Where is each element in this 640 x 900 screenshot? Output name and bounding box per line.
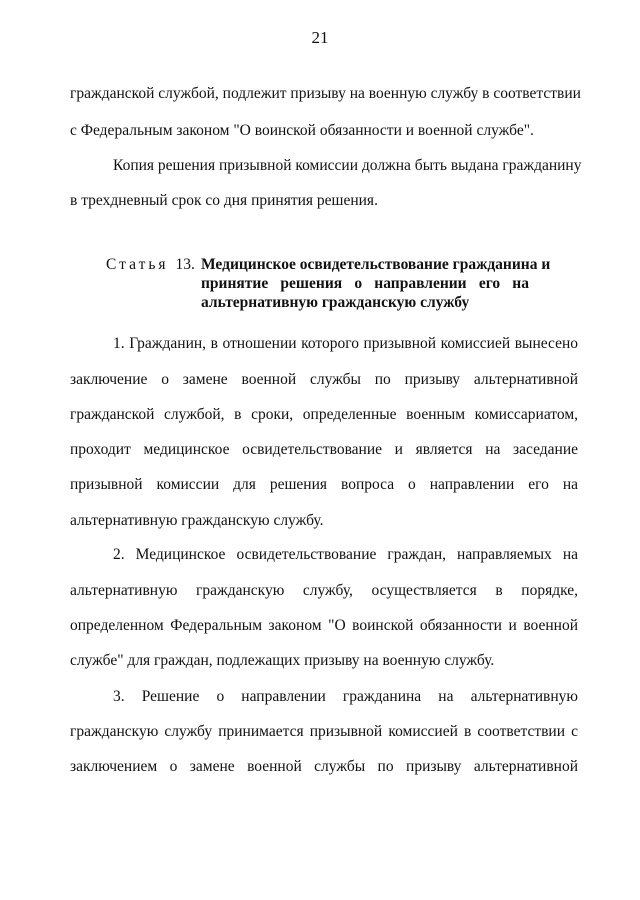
text-line: проходит медицинское освидетельствование и является на заседание: [70, 441, 578, 458]
article-number: 13.: [175, 256, 195, 273]
article-word: Статья: [106, 256, 169, 273]
text-line: 1. Гражданин, в отношении которого призывной комиссией вынесено: [113, 335, 578, 352]
text-line: альтернативную гражданскую службу.: [70, 512, 324, 529]
page-number: 21: [311, 28, 329, 47]
text-line: определенном Федеральным законом "О воинской обязанности и военной: [70, 617, 578, 634]
text-line: заключением о замене военной службы по призыву альтернативной: [70, 758, 578, 775]
article-title-line: принятие решения о направлении его на: [201, 275, 529, 292]
text-line: в трехдневный срок со дня принятия решения.: [70, 192, 378, 209]
text-line: призывной комиссии для решения вопроса о направлении его на: [70, 476, 578, 493]
text-line: с Федеральным законом "О воинской обязанности и военной службе".: [70, 122, 534, 139]
text-line: 3. Решение о направлении гражданина на альтернативную: [113, 688, 578, 705]
text-line: гражданской службой, в сроки, определенные военным комиссариатом,: [70, 406, 578, 423]
text-line: гражданской службой, подлежит призыву на военную службу в соответствии: [70, 85, 581, 102]
text-line: службе" для граждан, подлежащих призыву на военную службу.: [70, 652, 495, 669]
text-line: альтернативную гражданскую службу, осуществляется в порядке,: [70, 582, 578, 599]
text-line: заключение о замене военной службы по призыву альтернативной: [70, 371, 578, 388]
article-title-line: Медицинское освидетельствование гражданина и: [201, 256, 551, 273]
article-label: [106, 255, 195, 275]
text-line: Копия решения призывной комиссии должна быть выдана гражданину: [113, 157, 582, 174]
text-line: гражданскую службу принимается призывной комиссией в соответствии с: [70, 723, 578, 740]
article-title-line: альтернативную гражданскую службу: [201, 294, 470, 311]
text-line: 2. Медицинское освидетельствование граждан, направляемых на: [113, 546, 578, 563]
